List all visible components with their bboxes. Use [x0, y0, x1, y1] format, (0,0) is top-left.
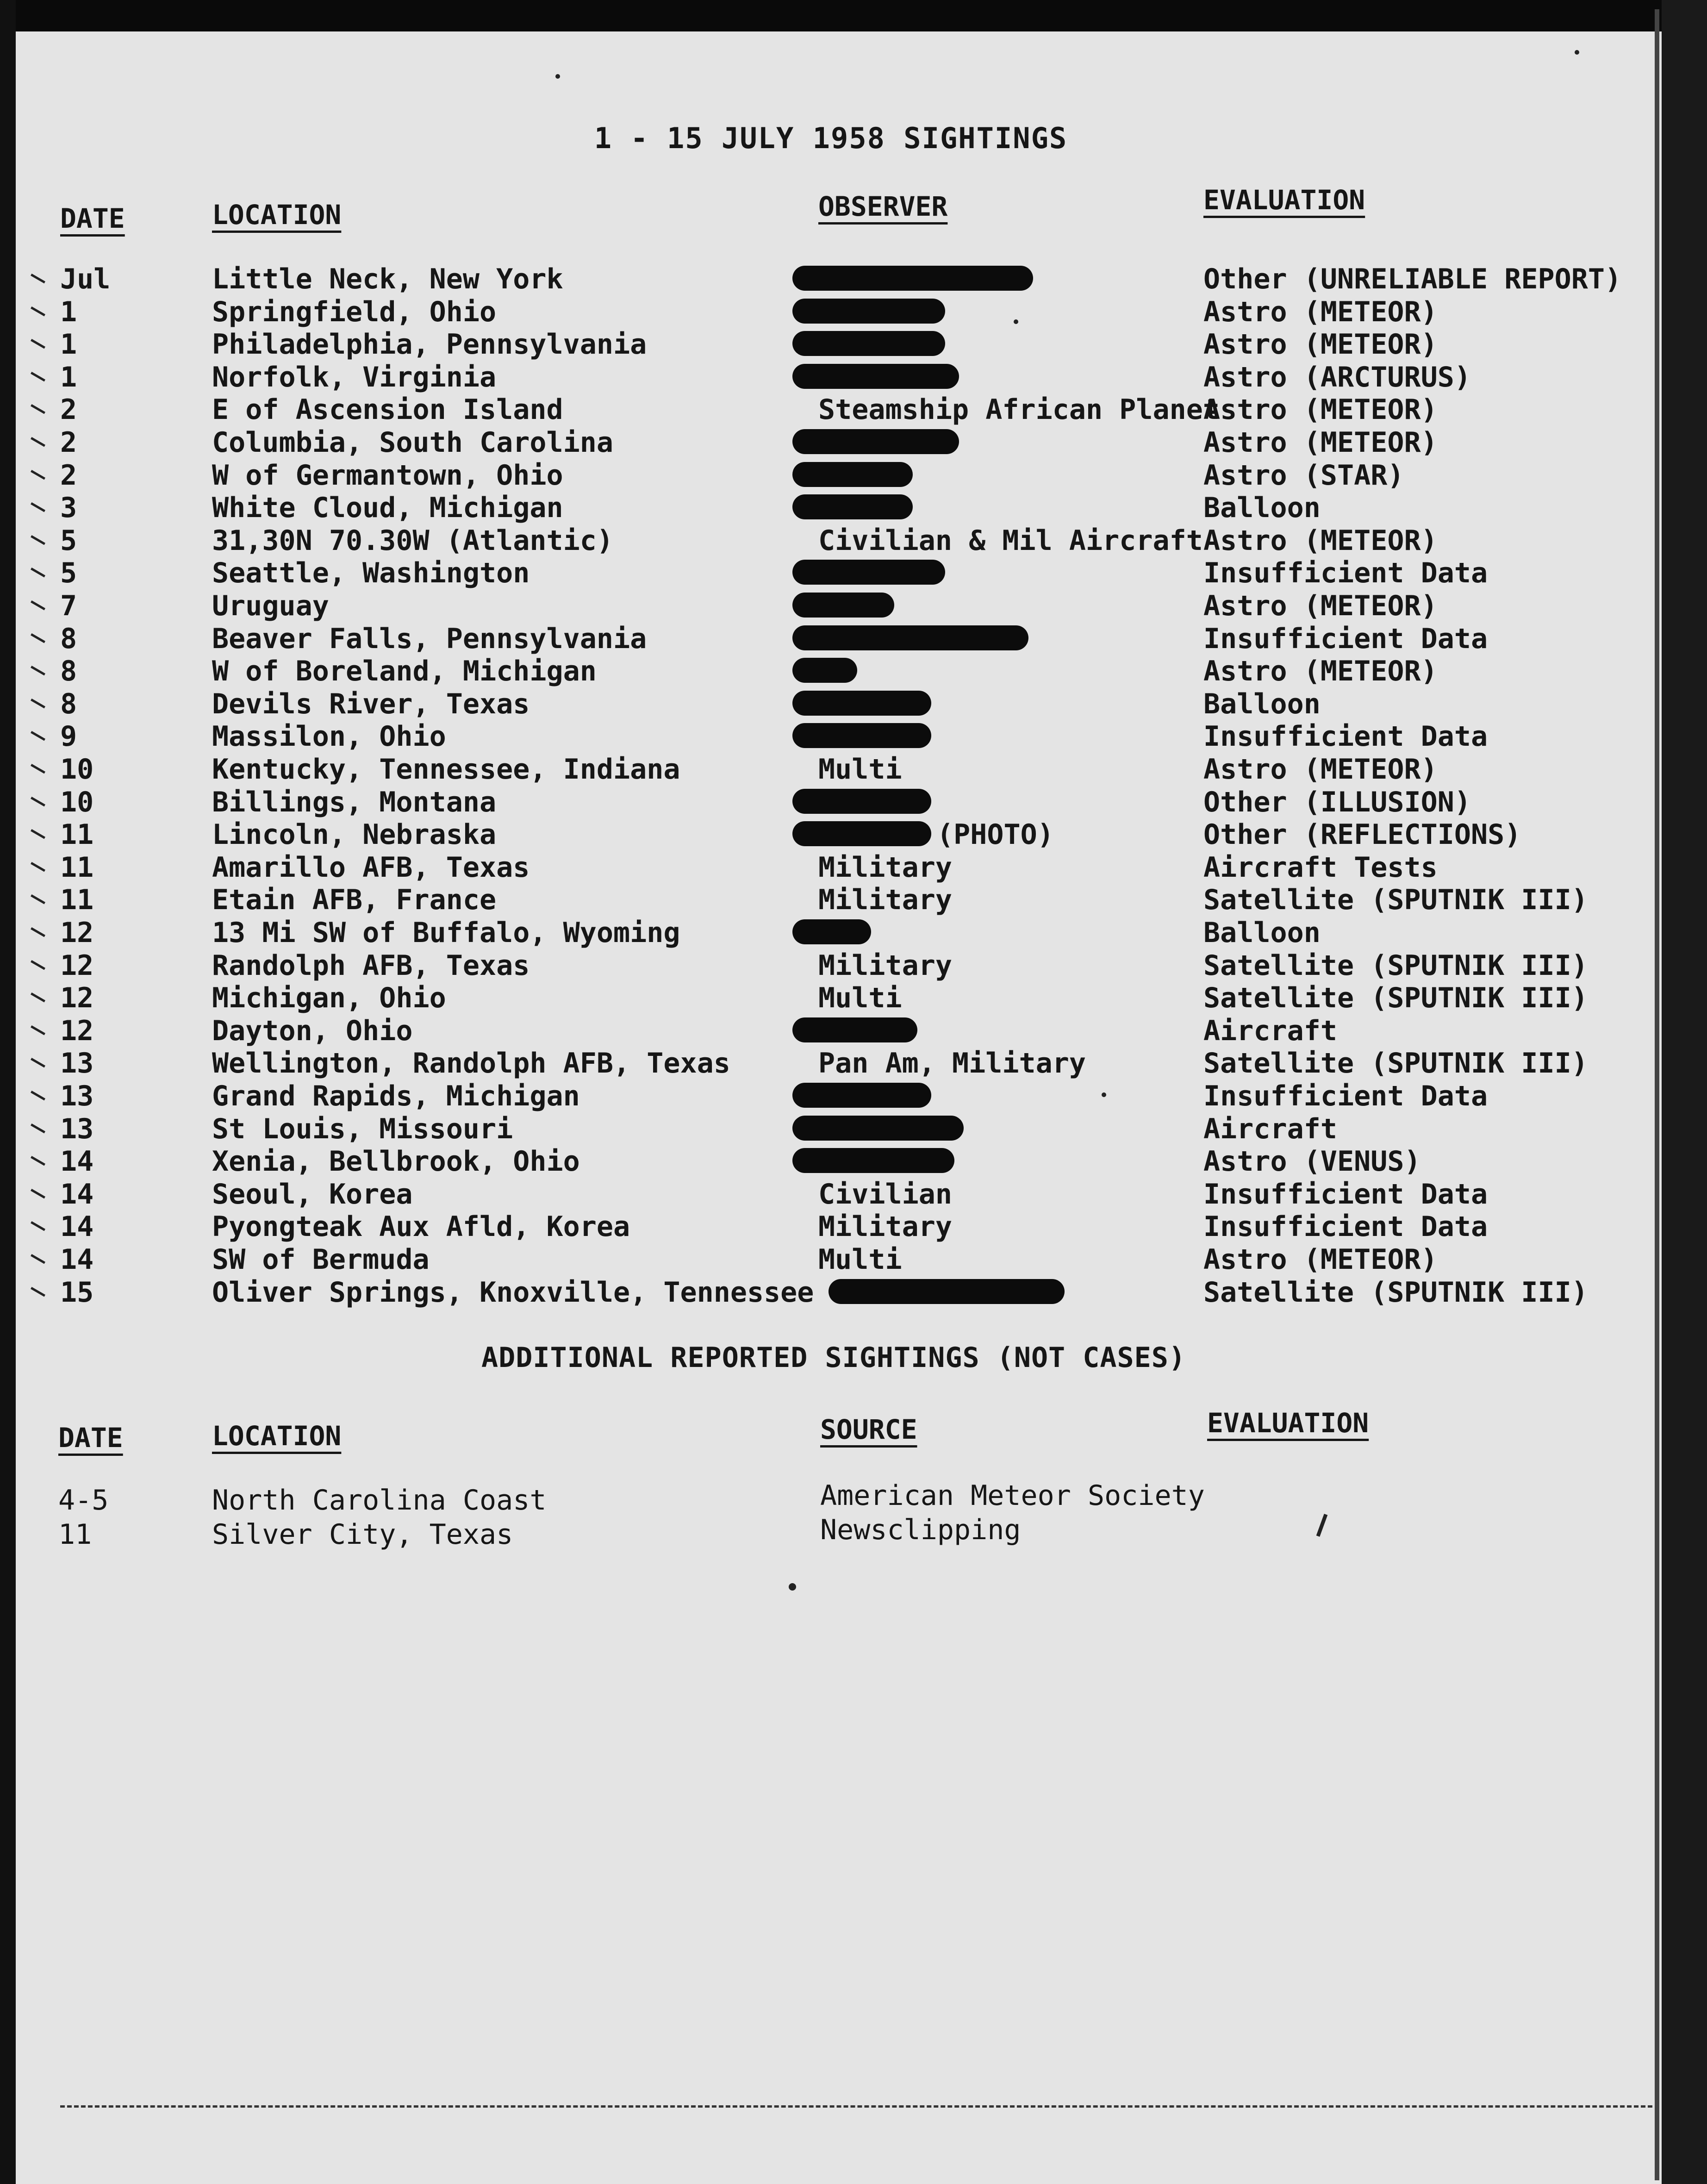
sighting-location: Randolph AFB, Texas [212, 949, 530, 982]
sighting-date: 5 [60, 557, 77, 589]
sighting-date: 15 [60, 1276, 94, 1309]
redaction-block [792, 723, 931, 748]
sighting-location: Seattle, Washington [212, 557, 530, 589]
sighting-row [0, 786, 1662, 819]
redaction-block [792, 1148, 954, 1173]
redaction-block [792, 593, 894, 618]
sighting-location: 31,30N 70.30W (Atlantic) [212, 524, 613, 557]
sighting-location: Columbia, South Carolina [212, 426, 613, 459]
header-observer: OBSERVER [818, 191, 948, 222]
sighting-row [0, 557, 1662, 590]
check-mark-icon [31, 824, 48, 839]
scan-speck [1575, 50, 1579, 55]
sighting-date: 14 [60, 1145, 94, 1178]
sighting-row [0, 818, 1662, 852]
check-mark-icon [31, 1053, 48, 1068]
sighting-location: Beaver Falls, Pennsylvania [212, 623, 647, 655]
sighting-evaluation: Astro (ARCTURUS) [1203, 361, 1471, 393]
sighting-date: 13 [60, 1113, 94, 1145]
scan-speck [555, 74, 560, 79]
additional-header-location: LOCATION [212, 1420, 342, 1452]
check-mark-icon [31, 857, 48, 872]
additional-source: American Meteor Society [820, 1479, 1205, 1512]
sighting-evaluation: Satellite (SPUTNIK III) [1203, 982, 1588, 1014]
redaction-block [792, 691, 931, 716]
check-mark-icon [31, 955, 48, 970]
sighting-location: E of Ascension Island [212, 393, 563, 426]
check-mark-icon [31, 759, 48, 774]
sighting-row [0, 263, 1662, 296]
sighting-row [0, 655, 1662, 688]
sighting-observer: Multi [818, 1243, 902, 1276]
sighting-row [0, 524, 1662, 558]
sighting-location: SW of Bermuda [212, 1243, 430, 1276]
sighting-location: Kentucky, Tennessee, Indiana [212, 753, 680, 786]
sighting-evaluation: Astro (METEOR) [1203, 296, 1438, 328]
sighting-observer: Military [818, 851, 952, 884]
additional-header-evaluation: EVALUATION [1207, 1407, 1369, 1439]
sighting-location: Grand Rapids, Michigan [212, 1080, 580, 1112]
sighting-date: 12 [60, 949, 94, 982]
sighting-evaluation: Other (UNRELIABLE REPORT) [1203, 263, 1622, 295]
redaction-block [792, 821, 931, 846]
sighting-date: 1 [60, 361, 77, 393]
sighting-evaluation: Aircraft Tests [1203, 851, 1438, 884]
sighting-evaluation: Astro (METEOR) [1203, 590, 1438, 622]
sighting-location: Norfolk, Virginia [212, 361, 497, 393]
sighting-date: 12 [60, 917, 94, 949]
sighting-evaluation: Insufficient Data [1203, 1080, 1488, 1112]
sighting-date: 14 [60, 1211, 94, 1243]
additional-sighting-row [0, 1514, 1662, 1552]
sighting-location: Philadelphia, Pennsylvania [212, 328, 647, 361]
sighting-evaluation: Aircraft [1203, 1015, 1337, 1047]
redaction-block [792, 299, 945, 324]
sighting-observer: (PHOTO) [937, 818, 1054, 851]
sighting-location: Seoul, Korea [212, 1178, 413, 1211]
sighting-location: Michigan, Ohio [212, 982, 446, 1014]
redaction-block [792, 658, 857, 683]
sighting-location: Uruguay [212, 590, 329, 622]
sighting-evaluation: Satellite (SPUTNIK III) [1203, 1276, 1588, 1309]
sighting-location: 13 Mi SW of Buffalo, Wyoming [212, 917, 680, 949]
sighting-row [0, 917, 1662, 950]
redaction-block [792, 429, 959, 454]
check-mark-icon [31, 563, 48, 578]
sighting-evaluation: Insufficient Data [1203, 623, 1488, 655]
scan-border-top [0, 0, 1707, 31]
header-location: LOCATION [212, 199, 342, 231]
redaction-block [792, 1083, 931, 1108]
redaction-block [829, 1279, 1065, 1304]
redaction-block [792, 494, 913, 519]
redaction-block [792, 625, 1028, 650]
sighting-observer: Military [818, 1211, 952, 1243]
sighting-evaluation: Astro (METEOR) [1203, 524, 1438, 557]
sighting-row [0, 949, 1662, 983]
additional-sightings-title: ADDITIONAL REPORTED SIGHTINGS (NOT CASES) [481, 1342, 1186, 1374]
check-mark-icon [31, 302, 48, 317]
header-date: DATE [60, 203, 125, 234]
bottom-rule [60, 2105, 1652, 2108]
sighting-row [0, 1113, 1662, 1146]
check-mark-icon [31, 1184, 48, 1199]
sighting-observer: Steamship African Planet [818, 393, 1220, 426]
sighting-row [0, 426, 1662, 460]
sighting-location: St Louis, Missouri [212, 1113, 513, 1145]
sighting-row [0, 1243, 1662, 1277]
check-mark-icon [31, 530, 48, 545]
sighting-row [0, 688, 1662, 721]
additional-date: 4-5 [58, 1484, 109, 1516]
sighting-row [0, 296, 1662, 329]
sighting-date: 10 [60, 753, 94, 786]
sighting-row [0, 623, 1662, 656]
sighting-evaluation: Astro (METEOR) [1203, 426, 1438, 459]
additional-location: Silver City, Texas [212, 1518, 513, 1551]
redaction-block [792, 462, 913, 487]
scan-speck [789, 1583, 796, 1591]
sighting-date: 13 [60, 1047, 94, 1080]
sighting-evaluation: Astro (STAR) [1203, 459, 1404, 492]
sighting-location: Amarillo AFB, Texas [212, 851, 530, 884]
check-mark-icon [31, 399, 48, 414]
sighting-evaluation: Astro (METEOR) [1203, 655, 1438, 687]
sighting-location: Little Neck, New York [212, 263, 563, 295]
sighting-date: 12 [60, 982, 94, 1014]
check-mark-icon [31, 1282, 48, 1297]
sighting-row [0, 720, 1662, 754]
check-mark-icon [31, 890, 48, 905]
sighting-date: 2 [60, 426, 77, 459]
sighting-observer: Military [818, 884, 952, 916]
sighting-location: W of Boreland, Michigan [212, 655, 597, 687]
sighting-evaluation: Satellite (SPUTNIK III) [1203, 884, 1588, 916]
sighting-row [0, 851, 1662, 885]
sighting-row [0, 361, 1662, 394]
additional-source: Newsclipping [820, 1514, 1021, 1546]
sighting-observer: Civilian & Mil Aircraft [818, 524, 1203, 557]
sighting-row [0, 884, 1662, 917]
sighting-date: 2 [60, 459, 77, 492]
check-mark-icon [31, 661, 48, 676]
check-mark-icon [31, 694, 48, 709]
sighting-date: 9 [60, 720, 77, 753]
sighting-row [0, 1276, 1662, 1310]
sighting-date: 12 [60, 1015, 94, 1047]
sighting-location: Lincoln, Nebraska [212, 818, 497, 851]
additional-date: 11 [58, 1518, 92, 1551]
sighting-location: W of Germantown, Ohio [212, 459, 563, 492]
redaction-block [792, 1017, 917, 1042]
sighting-date: 8 [60, 623, 77, 655]
sighting-evaluation: Insufficient Data [1203, 1211, 1488, 1243]
sighting-date: 11 [60, 818, 94, 851]
sighting-observer: Pan Am, Military [818, 1047, 1086, 1080]
additional-header-date: DATE [58, 1422, 123, 1454]
redaction-block [792, 560, 945, 585]
check-mark-icon [31, 629, 48, 643]
sighting-date: 7 [60, 590, 77, 622]
check-mark-icon [31, 1119, 48, 1134]
sighting-date: 1 [60, 296, 77, 328]
sighting-location: Dayton, Ohio [212, 1015, 413, 1047]
check-mark-icon [31, 269, 48, 284]
check-mark-icon [31, 498, 48, 512]
scan-border-right [1662, 0, 1707, 2184]
sighting-location: Wellington, Randolph AFB, Texas [212, 1047, 730, 1080]
sighting-location: Oliver Springs, Knoxville, Tennessee [212, 1276, 814, 1309]
redaction-block [792, 331, 945, 356]
sighting-observer: Multi [818, 753, 902, 786]
sighting-row [0, 1145, 1662, 1179]
sighting-evaluation: Satellite (SPUTNIK III) [1203, 1047, 1588, 1080]
sighting-date: 1 [60, 328, 77, 361]
sighting-observer: Military [818, 949, 952, 982]
sighting-row [0, 459, 1662, 493]
sighting-row [0, 328, 1662, 362]
additional-location: North Carolina Coast [212, 1484, 547, 1516]
sighting-evaluation: Aircraft [1203, 1113, 1337, 1145]
sighting-date: 11 [60, 851, 94, 884]
sighting-row [0, 753, 1662, 786]
sighting-location: Billings, Montana [212, 786, 497, 818]
additional-sighting-row [0, 1479, 1662, 1517]
check-mark-icon [31, 1021, 48, 1036]
sighting-evaluation: Other (ILLUSION) [1203, 786, 1471, 818]
sighting-date: 14 [60, 1178, 94, 1211]
sighting-evaluation: Balloon [1203, 688, 1321, 720]
sighting-date: 11 [60, 884, 94, 916]
sighting-location: Massilon, Ohio [212, 720, 446, 753]
document-title: 1 - 15 JULY 1958 SIGHTINGS [594, 121, 1068, 155]
sighting-location: Etain AFB, France [212, 884, 497, 916]
redaction-block [792, 789, 931, 814]
sighting-date: Jul [60, 263, 111, 295]
sighting-row [0, 1015, 1662, 1048]
sighting-location: Xenia, Bellbrook, Ohio [212, 1145, 580, 1178]
sighting-evaluation: Satellite (SPUTNIK III) [1203, 949, 1588, 982]
check-mark-icon [31, 1151, 48, 1166]
sighting-location: Springfield, Ohio [212, 296, 497, 328]
check-mark-icon [31, 1249, 48, 1264]
check-mark-icon [31, 367, 48, 382]
sighting-evaluation: Balloon [1203, 492, 1321, 524]
check-mark-icon [31, 596, 48, 611]
sighting-date: 5 [60, 524, 77, 557]
redaction-block [792, 919, 871, 944]
sighting-date: 13 [60, 1080, 94, 1112]
check-mark-icon [31, 792, 48, 807]
sighting-evaluation: Insufficient Data [1203, 720, 1488, 753]
sighting-row [0, 1080, 1662, 1113]
sighting-evaluation: Astro (METEOR) [1203, 328, 1438, 361]
sighting-location: Pyongteak Aux Afld, Korea [212, 1211, 630, 1243]
header-evaluation: EVALUATION [1203, 184, 1365, 216]
check-mark-icon [31, 923, 48, 937]
sighting-location: Devils River, Texas [212, 688, 530, 720]
sighting-row [0, 590, 1662, 623]
sighting-date: 3 [60, 492, 77, 524]
sighting-observer: Civilian [818, 1178, 952, 1211]
sighting-row [0, 1047, 1662, 1080]
sighting-row [0, 393, 1662, 427]
check-mark-icon [31, 465, 48, 480]
additional-header-source: SOURCE [820, 1414, 917, 1445]
sighting-date: 14 [60, 1243, 94, 1276]
sighting-evaluation: Balloon [1203, 917, 1321, 949]
check-mark-icon [31, 988, 48, 1003]
check-mark-icon [31, 1086, 48, 1101]
redaction-block [792, 1116, 964, 1141]
check-mark-icon [31, 432, 48, 447]
sighting-evaluation: Astro (METEOR) [1203, 753, 1438, 786]
redaction-block [792, 364, 959, 389]
redaction-block [792, 266, 1033, 291]
sighting-evaluation: Insufficient Data [1203, 1178, 1488, 1211]
sighting-date: 8 [60, 688, 77, 720]
sighting-observer: Multi [818, 982, 902, 1014]
sighting-row [0, 1178, 1662, 1211]
sighting-evaluation: Insufficient Data [1203, 557, 1488, 589]
sighting-row [0, 1211, 1662, 1244]
sighting-evaluation: Astro (VENUS) [1203, 1145, 1421, 1178]
sighting-evaluation: Other (REFLECTIONS) [1203, 818, 1521, 851]
check-mark-icon [31, 334, 48, 349]
sighting-date: 8 [60, 655, 77, 687]
check-mark-icon [31, 726, 48, 741]
sighting-location: White Cloud, Michigan [212, 492, 563, 524]
check-mark-icon [31, 1217, 48, 1231]
sighting-evaluation: Astro (METEOR) [1203, 393, 1438, 426]
sighting-date: 10 [60, 786, 94, 818]
sighting-evaluation: Astro (METEOR) [1203, 1243, 1438, 1276]
sighting-row [0, 982, 1662, 1015]
sighting-date: 2 [60, 393, 77, 426]
sighting-row [0, 492, 1662, 525]
